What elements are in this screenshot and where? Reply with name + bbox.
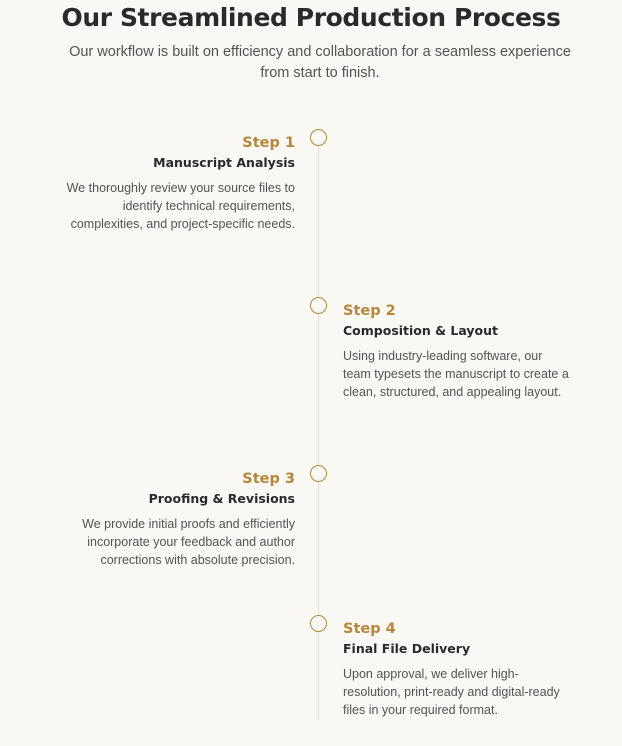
timeline-marker-step-2 <box>310 297 327 314</box>
step-card-1 <box>65 133 295 233</box>
step-card-3 <box>65 469 295 569</box>
timeline-marker-step-4 <box>310 615 327 632</box>
step-number: Step 3 <box>242 471 295 487</box>
step-number: Step 2 <box>343 303 396 319</box>
step-description: We thoroughly review your source files to identify technical requirements, complexities, and project-specific needs. <box>66 181 295 231</box>
step-title: Manuscript Analysis <box>153 155 295 170</box>
timeline-marker-step-3 <box>310 465 327 482</box>
step-title: Proofing & Revisions <box>148 491 295 506</box>
step-title: Composition & Layout <box>343 323 499 338</box>
step-title: Final File Delivery <box>343 641 471 656</box>
step-description: Using industry-leading software, our team typesets the manuscript to create a clean, structured, and appealing layout. <box>343 349 569 399</box>
step-number: Step 1 <box>242 135 295 151</box>
timeline-line <box>318 146 319 720</box>
page-title: Our Streamlined Production Process <box>61 3 561 32</box>
timeline-marker-step-1 <box>310 129 327 146</box>
step-number: Step 4 <box>343 621 396 637</box>
page-subtitle: Our workflow is built on efficiency and collaboration for a seamless experience from start to finish. <box>69 44 571 81</box>
step-description: We provide initial proofs and efficiently incorporate your feedback and author corrections with absolute precision. <box>82 517 295 567</box>
step-card-4 <box>343 619 573 719</box>
step-card-2 <box>343 301 573 401</box>
step-description: Upon approval, we deliver high-resolution, print-ready and digital-ready files in your required format. <box>343 667 560 717</box>
